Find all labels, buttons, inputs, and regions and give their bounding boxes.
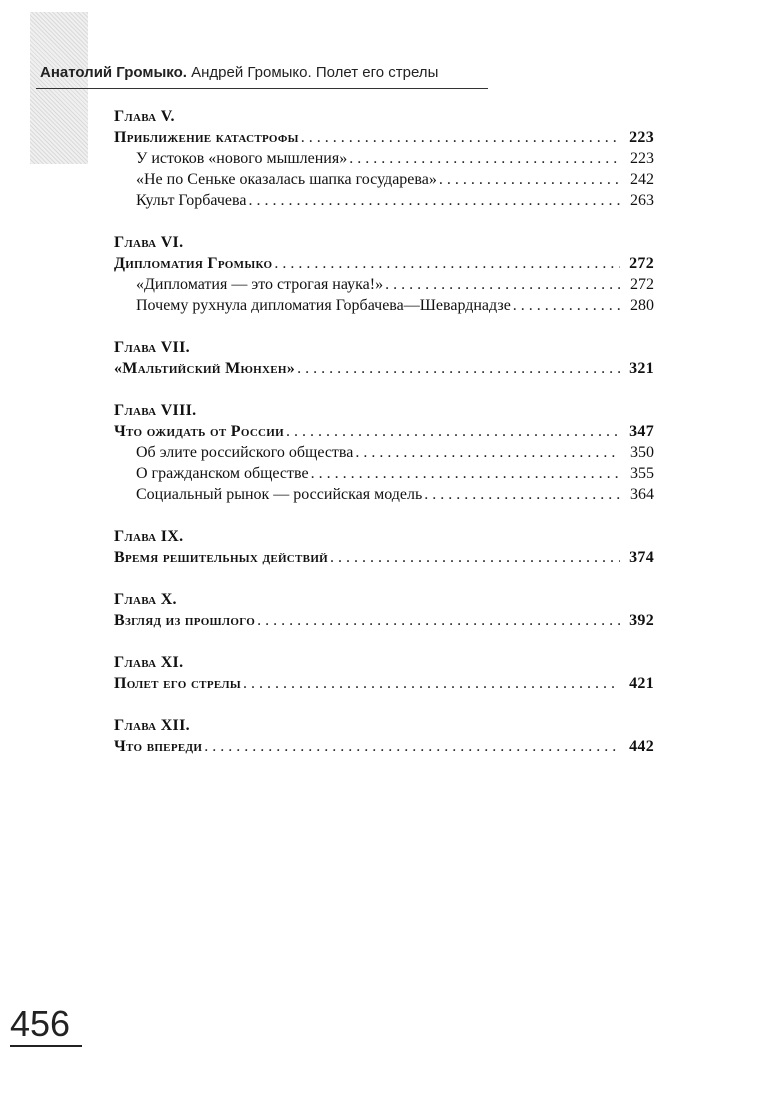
entry-title: Приближение катастрофы [114,129,299,146]
chapter-label: Глава V. [114,108,175,125]
toc-sub-entry[interactable] [114,148,654,169]
toc-sub-entry[interactable] [114,484,654,505]
entry-page-number: 364 [630,486,654,503]
entry-page-number: 374 [629,549,654,566]
entry-title: Об элите российского общества [136,444,354,461]
dot-leader [204,736,620,757]
dot-leader [301,127,620,148]
toc-main-entry[interactable] [114,547,654,568]
entry-title: Что ожидать от России [114,423,285,440]
chapter-label: Глава VI. [114,234,184,251]
entry-title: Полет его стрелы [114,675,241,692]
dot-leader [513,295,620,316]
dot-leader [248,190,620,211]
chapter-label: Глава XI. [114,654,184,671]
running-head-book: Андрей Громыко. Полет его стрелы [191,64,439,81]
entry-page-number: 223 [629,129,654,146]
dot-leader [330,547,620,568]
entry-title: Дипломатия Громыко [114,255,273,272]
entry-title: Что впереди [114,738,203,755]
entry-title: «Не по Сеньке оказалась шапка государева» [136,171,437,188]
toc-main-entry[interactable] [114,127,654,148]
dot-leader [349,148,620,169]
chapter-block [114,232,654,316]
dot-leader [385,274,620,295]
chapter-block [114,526,654,568]
entry-page-number: 272 [630,276,654,293]
entry-page-number: 442 [629,738,654,755]
chapter-label: Глава VII. [114,339,190,356]
page-number: 456 [10,1003,71,1044]
toc-sub-entry[interactable] [114,463,654,484]
toc-sub-entry[interactable] [114,442,654,463]
toc-sub-entry[interactable] [114,169,654,190]
toc-sub-entry[interactable] [114,274,654,295]
chapter-label: Глава IX. [114,528,184,545]
entry-title: Социальный рынок — российская модель [136,486,423,503]
entry-page-number: 321 [629,360,654,377]
dot-leader [274,253,620,274]
toc-sub-entry[interactable] [114,295,654,316]
chapter-block [114,652,654,694]
chapter-block [114,337,654,379]
dot-leader [355,442,620,463]
toc-main-entry[interactable] [114,673,654,694]
toc-main-entry[interactable] [114,253,654,274]
entry-page-number: 355 [630,465,654,482]
dot-leader [286,421,620,442]
entry-page-number: 392 [629,612,654,629]
entry-page-number: 280 [630,297,654,314]
entry-title: Почему рухнула дипломатия Горбачева—Шеварднадзе [136,297,511,314]
entry-page-number: 350 [630,444,654,461]
table-of-contents [114,106,654,778]
entry-title: «Дипломатия — это строгая наука!» [136,276,384,293]
header-rule [36,88,488,89]
entry-title: «Мальтийский Мюнхен» [114,360,296,377]
entry-page-number: 263 [630,192,654,209]
entry-page-number: 421 [629,675,654,692]
entry-title: Взгляд из прошлого [114,612,256,629]
entry-title: Время решительных действий [114,549,329,566]
entry-page-number: 242 [630,171,654,188]
chapter-block [114,400,654,505]
chapter-label: Глава VIII. [114,402,197,419]
toc-sub-entry[interactable] [114,190,654,211]
chapter-block [114,715,654,757]
entry-title: У истоков «нового мышления» [136,150,348,167]
chapter-label: Глава X. [114,591,177,608]
dot-leader [311,463,620,484]
dot-leader [257,610,620,631]
entry-title: О гражданском обществе [136,465,309,482]
running-head-author: Анатолий Громыко. [40,64,187,81]
toc-main-entry[interactable] [114,421,654,442]
chapter-block [114,589,654,631]
dot-leader [243,673,620,694]
page-number-rule [10,1045,82,1047]
toc-main-entry[interactable] [114,736,654,757]
toc-main-entry[interactable] [114,358,654,379]
running-head [40,64,438,81]
toc-main-entry[interactable] [114,610,654,631]
dot-leader [297,358,620,379]
entry-title: Культ Горбачева [136,192,247,209]
dot-leader [439,169,620,190]
entry-page-number: 347 [629,423,654,440]
entry-page-number: 272 [629,255,654,272]
chapter-block [114,106,654,211]
dot-leader [424,484,620,505]
chapter-label: Глава XII. [114,717,190,734]
entry-page-number: 223 [630,150,654,167]
